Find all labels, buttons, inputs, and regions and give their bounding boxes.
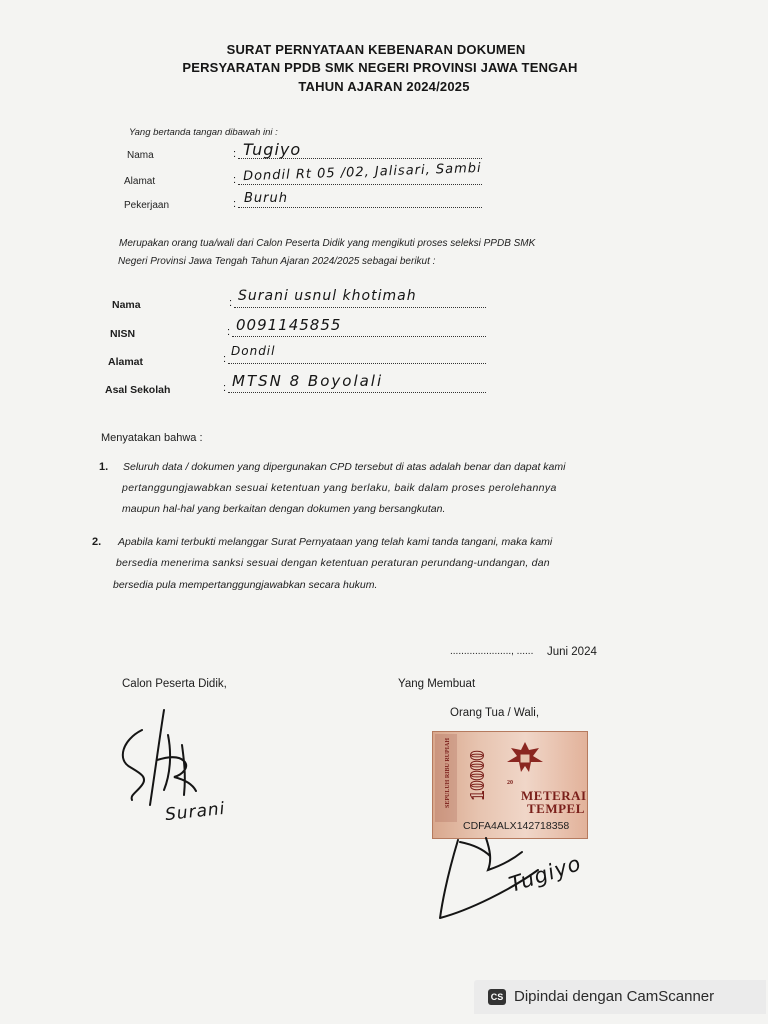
parent-signature-name: Tugiyo [506,851,585,897]
camscanner-text: Dipindai dengan CamScanner [514,988,715,1005]
dotted-line [238,184,482,185]
colon: : [223,382,227,394]
declares-heading: Menyatakan bahwa : [101,432,203,444]
signer-intro: Yang bertanda tangan dibawah ini : [129,127,278,138]
date-placeholder: ......................, ...... [450,646,534,657]
stamp-title-1: METERAI [521,788,587,803]
point-1-line-2: pertanggungjawabkan sesuai ketentuan yang berlaku, baik dalam proses perolehannya [122,482,557,494]
dotted-line [234,307,486,308]
colon: : [223,353,227,365]
title-line-1: SURAT PERNYATAAN KEBENARAN DOKUMEN [226,42,526,57]
student-school-value: MTSN 8 Boyolali [232,372,384,390]
revenue-stamp [432,731,588,839]
dotted-line [228,363,486,364]
dotted-line [228,392,486,393]
point-number: 1. [99,461,109,473]
point-1-line-3: maupun hal-hal yang berkaitan dengan dokumen yang bersangkutan. [122,503,446,515]
student-name-value: Surani usnul khotimah [238,288,417,304]
student-address-label: Alamat [108,356,144,368]
camscanner-logo: CS [488,989,506,1005]
point-2-line-2: bersedia menerima sanksi sesuai dengan ketentuan peraturan perundang-undangan, dan [116,557,550,569]
signer-job-value: Buruh [244,191,288,206]
stamp-year: 20 [507,780,513,786]
student-name-label: Nama [112,299,141,311]
stamp-title-2: TEMPEL [527,801,585,816]
parent-signature-label: Orang Tua / Wali, [450,707,540,719]
point-2-line-3: bersedia pula mempertanggungjawabkan secara hukum. [113,579,378,591]
signer-job-label: Pekerjaan [124,200,170,211]
garuda-emblem-icon [503,738,547,778]
stamp-code: CDFA4ALX142718358 [463,820,570,832]
signer-address-label: Alamat [124,176,156,187]
point-number: 2. [92,536,102,548]
student-signature-label: Calon Peserta Didik, [122,678,227,690]
dotted-line [238,207,482,208]
stamp-side-text: SEPULUH RIBU RUPIAH [445,738,451,809]
title-line-2: PERSYARATAN PPDB SMK NEGERI PROVINSI JAWA TENGAH [182,60,578,75]
student-signature-name: Surani [164,798,227,826]
maker-label: Yang Membuat [398,678,476,690]
stamp-amount: 10000 [466,750,489,801]
signer-name-value: Tugiyo [243,140,302,159]
student-school-label: Asal Sekolah [105,384,171,396]
student-address-value: Dondil [231,344,276,358]
statement-line-2: Negeri Provinsi Jawa Tengah Tahun Ajaran 2024/2025 sebagai berikut : [118,256,436,267]
title-line-3: TAHUN AJARAN 2024/2025 [298,79,470,94]
colon: : [233,198,237,210]
colon: : [229,297,233,309]
colon: : [233,174,237,186]
statement-line-1: Merupakan orang tua/wali dari Calon Peserta Didik yang mengikuti proses seleksi PPDB SMK [119,238,536,249]
point-2-line-1: Apabila kami terbukti melanggar Surat Pernyataan yang telah kami tanda tangani, maka kami [118,536,553,548]
signer-address-value: Dondil Rt 05 /02, Jalisari, Sambi [242,160,482,185]
date-month-year: Juni 2024 [547,646,597,658]
colon: : [233,148,237,160]
colon: : [227,326,231,338]
camscanner-watermark [474,980,766,1014]
student-nisn-value: 0091145855 [236,316,342,334]
point-1-line-1: Seluruh data / dokumen yang dipergunakan CPD tersebut di atas adalah benar dan dapat kami [123,461,566,473]
student-nisn-label: NISN [110,328,136,340]
dotted-line [232,336,486,337]
signer-name-label: Nama [127,150,154,161]
